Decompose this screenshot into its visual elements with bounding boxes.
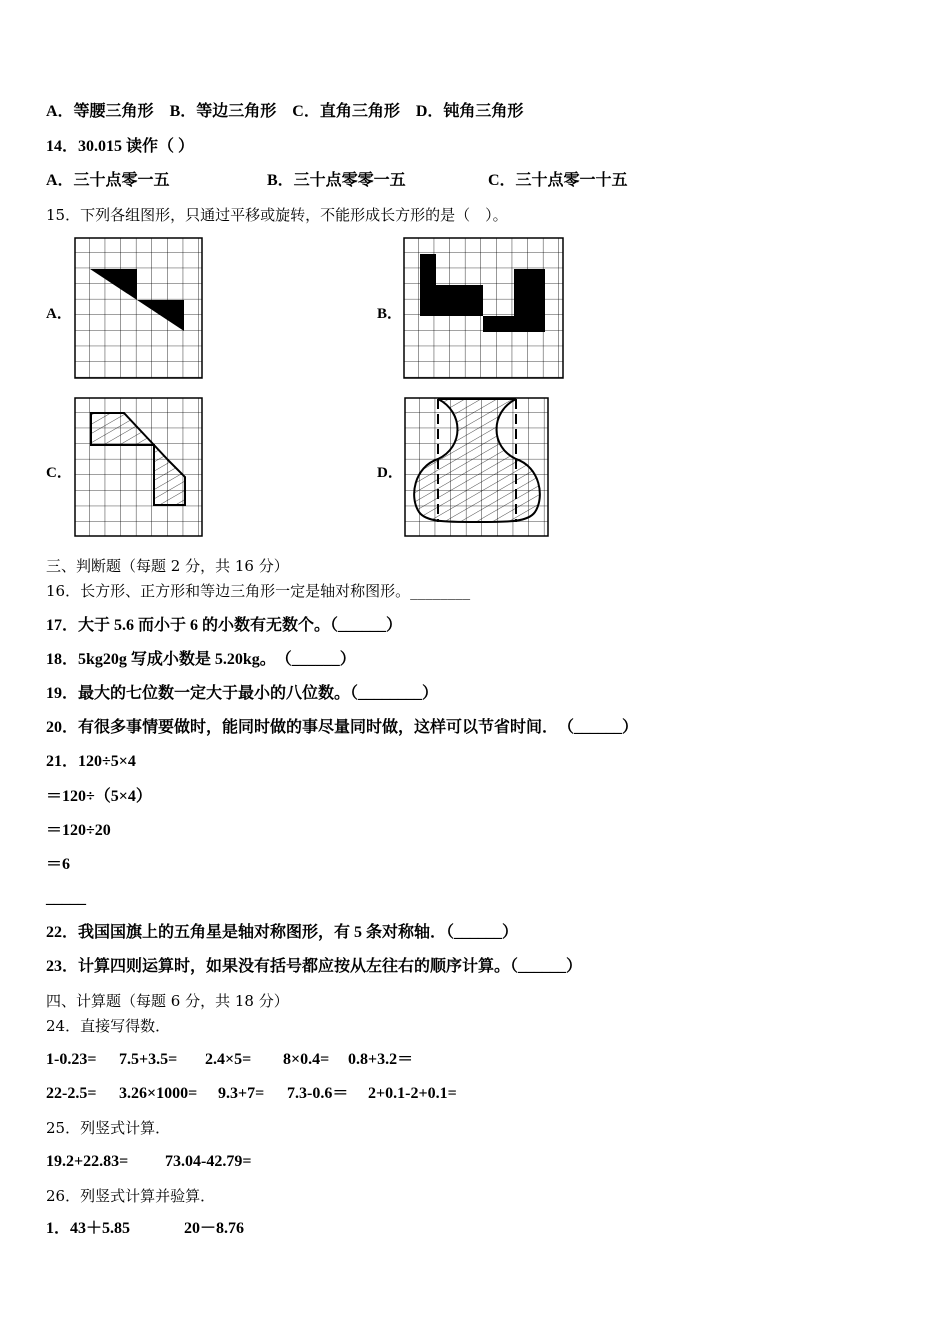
q22: 22．我国国旗上的五角星是轴对称图形，有 5 条对称轴．（______） (46, 924, 519, 941)
expr: 3.26×1000= (119, 1085, 198, 1102)
option-c: C．直角三角形 (292, 103, 400, 120)
expr: 19.2+22.83= (46, 1153, 129, 1170)
q14-option-a: A．三十点零一五 (46, 172, 170, 189)
option-a: A．等腰三角形 (46, 103, 154, 120)
q14-option-b: B．三十点零零一五 (267, 172, 406, 189)
expr: 73.04-42.79= (165, 1153, 252, 1170)
expr: 9.3+7= (218, 1085, 265, 1102)
q24-row-1 (46, 1050, 413, 1070)
q25-items (46, 1152, 251, 1172)
figure-a-label: A． (46, 306, 72, 322)
expr: 1．43＋5.85 (46, 1220, 131, 1237)
expr: 20－8.76 (184, 1220, 245, 1237)
section-3-heading: 三、判断题（每题 2 分，共 16 分） (46, 557, 289, 575)
q23: 23．计算四则运算时，如果没有括号都应按从左往右的顺序计算。（______） (46, 958, 583, 975)
q16: 16．长方形、正方形和等边三角形一定是轴对称图形。________ (46, 582, 471, 600)
q14-stem: 14．30.015 读作（ ） (46, 138, 195, 155)
option-b: B．等边三角形 (169, 103, 277, 120)
q26-items (46, 1219, 244, 1239)
expr: 8×0.4= (283, 1051, 330, 1068)
q21-line-3: ＝120÷20 (46, 822, 111, 839)
q19: 19．最大的七位数一定大于最小的八位数。（________） (46, 685, 439, 702)
expr: 1-0.23= (46, 1051, 97, 1068)
expr: 7.5+3.5= (119, 1051, 178, 1068)
q26-stem: 26．列竖式计算并验算． (46, 1187, 216, 1205)
q17: 17．大于 5.6 而小于 6 的小数有无数个。（______） (46, 617, 403, 634)
q15-stem: 15．下列各组图形，只通过平移或旋转，不能形成长方形的是（ ）。 (46, 206, 508, 224)
q13-options (46, 102, 523, 122)
expr: 2.4×5= (205, 1051, 252, 1068)
q25-stem: 25．列竖式计算． (46, 1119, 171, 1137)
q24-row-2 (46, 1084, 457, 1104)
option-d: D．钝角三角形 (415, 103, 524, 120)
q14-option-c: C．三十点零一十五 (488, 172, 628, 189)
figure-a (74, 237, 204, 380)
q20: 20．有很多事情要做时，能同时做的事尽量同时做，这样可以节省时间． （______） (46, 719, 639, 736)
figure-c (74, 397, 204, 538)
section-4-heading: 四、计算题（每题 6 分，共 18 分） (46, 992, 289, 1010)
expr: 0.8+3.2＝ (348, 1051, 414, 1068)
expr: 22-2.5= (46, 1085, 97, 1102)
q21-line-1: 21．120÷5×4 (46, 753, 136, 770)
q21-answer-blank: _____ (46, 890, 86, 907)
figure-d-label: D． (377, 465, 403, 481)
q18: 18．5kg20g 写成小数是 5.20kg。 （______） (46, 651, 356, 668)
q24-stem: 24．直接写得数． (46, 1017, 171, 1035)
figure-b-label: B． (377, 306, 403, 322)
figure-d (404, 397, 550, 538)
expr: 2+0.1-2+0.1= (368, 1085, 457, 1102)
q21-line-4: ＝6 (46, 856, 71, 873)
figure-c-label: C． (46, 465, 72, 481)
figure-b (403, 237, 565, 380)
expr: 7.3-0.6＝ (287, 1085, 349, 1102)
q21-line-2: ＝120÷（5×4） (46, 788, 152, 805)
